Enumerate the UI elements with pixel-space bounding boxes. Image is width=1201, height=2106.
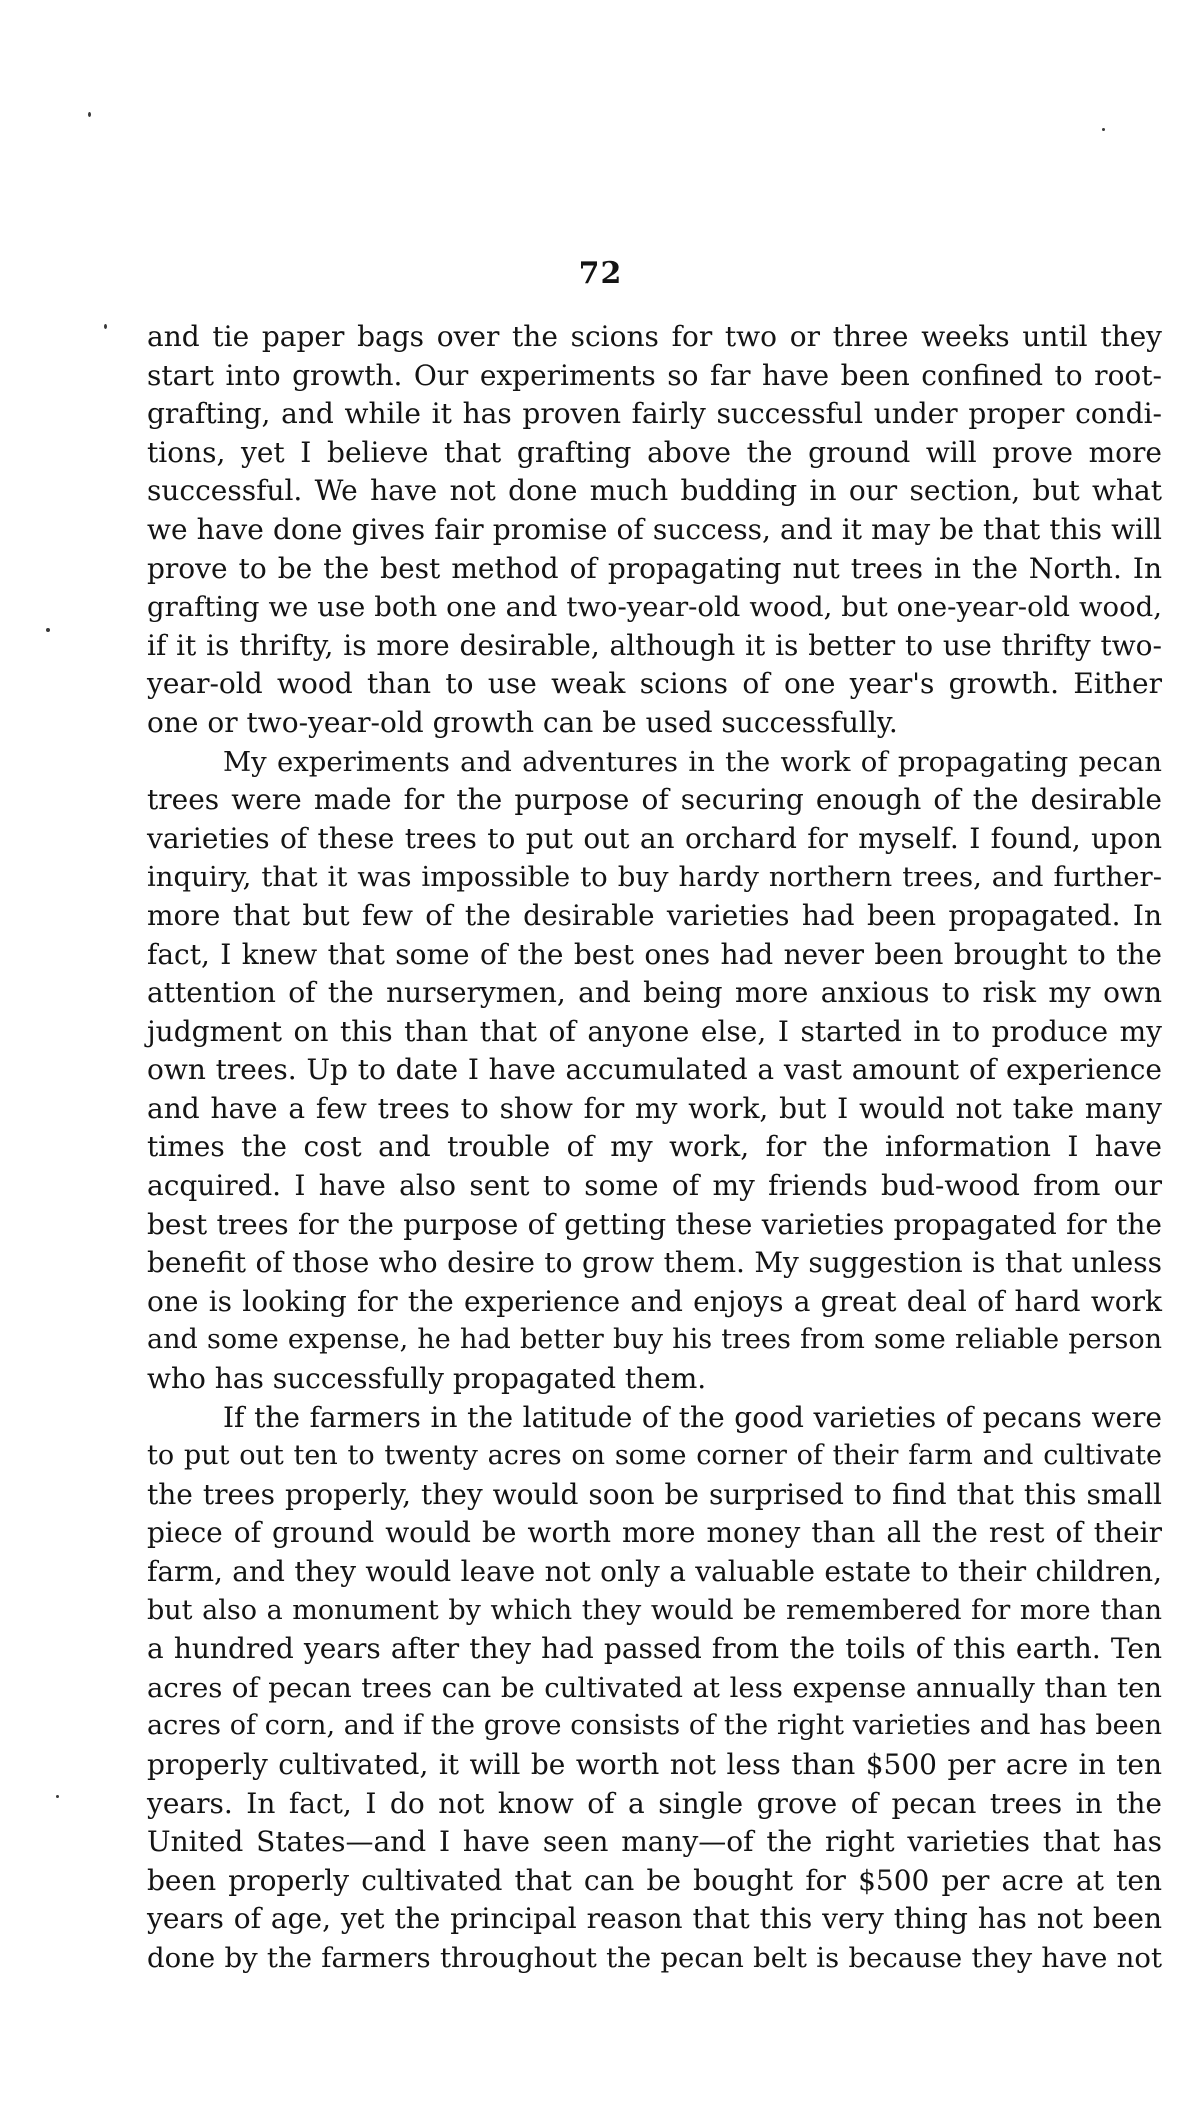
text-line: trees were made for the purpose of securing enough of the desirable (147, 783, 1162, 817)
body-text (147, 318, 1162, 1978)
text-line: judgment on this than that of anyone else, I started in to produce my (147, 1014, 1162, 1048)
text-line: but also a monument by which they would be remembered for more than (147, 1594, 1162, 1626)
paragraph (147, 1399, 1162, 1978)
paragraph (147, 318, 1162, 743)
text-line: the trees properly, they would soon be surprised to find that this small (147, 1477, 1162, 1511)
text-line: to put out ten to twenty acres on some corner of their farm and cultivate (147, 1440, 1162, 1472)
text-line: tions, yet I believe that grafting above the ground will prove more (147, 435, 1162, 469)
text-line: done by the farmers throughout the pecan belt is because they have not (147, 1941, 1162, 1974)
text-line: best trees for the purpose of getting these varieties propagated for the (147, 1207, 1162, 1241)
text-line: prove to be the best method of propagating nut trees in the North. In (147, 551, 1162, 585)
text-line: farm, and they would leave not only a valuable estate to their children, (147, 1555, 1162, 1588)
paragraph (147, 743, 1162, 1399)
text-line: acres of pecan trees can be cultivated at less expense annually than ten (147, 1671, 1162, 1704)
text-line: if it is thrifty, is more desirable, although it is better to use thrifty two- (147, 628, 1162, 662)
text-line: and have a few trees to show for my work, but I would not take many (147, 1091, 1162, 1125)
text-line: and tie paper bags over the scions for two or three weeks until they (147, 320, 1162, 353)
text-line: been properly cultivated that can be bought for $500 per acre at ten (147, 1863, 1162, 1897)
scan-speck (46, 628, 50, 632)
text-line: more that but few of the desirable varieties had been propagated. In (147, 898, 1162, 932)
text-line: we have done gives fair promise of success, and it may be that this will (147, 512, 1162, 546)
scan-speck (56, 1795, 59, 1798)
scan-speck (1102, 128, 1105, 131)
text-line: own trees. Up to date I have accumulated a vast amount of experience (147, 1053, 1162, 1087)
page-number: 72 (578, 256, 623, 291)
text-line: inquiry, that it was impossible to buy hardy northern trees, and further- (147, 861, 1162, 894)
text-line: years. In fact, I do not know of a single grove of pecan trees in the (147, 1786, 1162, 1820)
text-line: My experiments and adventures in the work of propagating pecan (223, 745, 1162, 778)
text-line: fact, I knew that some of the best ones had never been brought to the (147, 937, 1162, 971)
text-line: piece of ground would be worth more money than all the rest of their (147, 1516, 1162, 1550)
text-line: properly cultivated, it will be worth not less than $500 per acre in ten (147, 1747, 1162, 1781)
text-line: grafting, and while it has proven fairly successful under proper condi- (147, 397, 1162, 431)
scan-speck (88, 112, 91, 117)
text-line: United States—and I have seen many—of the right varieties that has (147, 1825, 1162, 1859)
text-line: acres of corn, and if the grove consists of the right varieties and has been (147, 1710, 1162, 1742)
text-line: who has successfully propagated them. (147, 1362, 707, 1396)
text-line: attention of the nurserymen, and being more anxious to risk my own (147, 976, 1162, 1010)
text-line: benefit of those who desire to grow them. My suggestion is that unless (147, 1246, 1162, 1280)
text-line: If the farmers in the latitude of the good varieties of pecans were (223, 1400, 1162, 1434)
text-line: varieties of these trees to put out an orchard for myself. I found, upon (147, 821, 1162, 855)
text-line: and some expense, he had better buy his trees from some reliable person (147, 1324, 1162, 1356)
text-line: a hundred years after they had passed from the toils of this earth. Ten (147, 1632, 1162, 1666)
text-line: one is looking for the experience and enjoys a great deal of hard work (147, 1284, 1162, 1318)
text-line: one or two-year-old growth can be used successfully. (147, 705, 898, 739)
text-line: times the cost and trouble of my work, for the information I have (147, 1130, 1162, 1164)
text-line: start into growth. Our experiments so far have been confined to root- (147, 358, 1162, 392)
text-line: successful. We have not done much budding in our section, but what (147, 474, 1162, 508)
text-line: years of age, yet the principal reason that this very thing has not been (147, 1902, 1162, 1936)
text-line: acquired. I have also sent to some of my friends bud-wood from our (147, 1169, 1162, 1203)
text-line: grafting we use both one and two-year-old wood, but one-year-old wood, (147, 591, 1162, 624)
text-line: year-old wood than to use weak scions of one year's growth. Either (147, 667, 1162, 701)
scan-speck (104, 324, 107, 329)
